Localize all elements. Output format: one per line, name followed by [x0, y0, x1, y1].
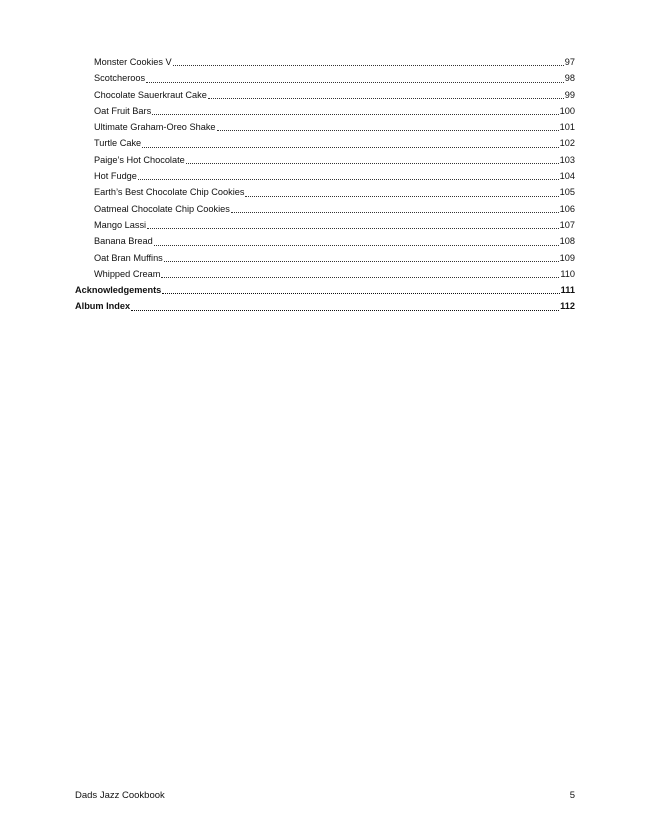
toc-entry-monster-cookies-v[interactable] — [75, 54, 575, 70]
toc-dot-leader — [146, 82, 564, 83]
toc-dot-leader — [131, 310, 559, 311]
toc-entry-page: 105 — [559, 187, 575, 198]
toc-entry-title: Monster Cookies V — [94, 57, 172, 67]
toc-dot-leader — [147, 228, 559, 229]
toc-entry-title: Album Index — [75, 301, 131, 312]
toc-entry-whipped-cream[interactable] — [75, 266, 575, 282]
toc-dot-leader — [186, 163, 559, 164]
toc-entry-title: Hot Fudge — [94, 171, 137, 182]
toc-entry-page: 109 — [559, 252, 575, 263]
toc-entry-page: 99 — [564, 89, 575, 100]
toc-entry-page: 111 — [560, 285, 575, 296]
toc-entry-title: Scotcheroos — [94, 73, 146, 84]
toc-dot-leader — [208, 98, 564, 99]
toc-entry-acknowledgements[interactable] — [75, 282, 575, 298]
toc-entry-page: 110 — [560, 268, 575, 279]
toc-entry-oat-bran-muffins[interactable] — [75, 250, 575, 266]
toc-entry-mango-lassi[interactable] — [75, 217, 575, 233]
toc-entry-title: Chocolate Sauerkraut Cake — [94, 89, 207, 100]
toc-entry-paiges-hot-chocolate[interactable] — [75, 152, 575, 168]
toc-entry-page: 106 — [559, 203, 575, 214]
toc-dot-leader — [162, 293, 559, 294]
toc-entry-title: Acknowledgements — [75, 285, 162, 296]
toc-entry-earths-best-chocolate-chip-cookies[interactable] — [75, 184, 575, 200]
toc-entry-title: Banana Bread — [94, 236, 153, 247]
toc-entry-title: Paige’s Hot Chocolate — [94, 154, 185, 165]
toc-entry-title: Oatmeal Chocolate Chip Cookies — [94, 203, 230, 214]
toc-entry-album-index[interactable] — [75, 298, 575, 314]
page-footer — [75, 789, 575, 803]
toc-entry-scotcheroos[interactable] — [75, 70, 575, 86]
toc-entry-banana-bread[interactable] — [75, 233, 575, 249]
toc-entry-title: Turtle Cake — [94, 138, 142, 149]
toc-entry-oat-fruit-bars[interactable] — [75, 103, 575, 119]
toc-dot-leader — [231, 212, 559, 213]
toc-entry-turtle-cake[interactable] — [75, 135, 575, 151]
toc-dot-leader — [154, 245, 559, 246]
toc-dot-leader — [152, 114, 558, 115]
toc-entry-page: 107 — [559, 219, 575, 230]
toc-entry-page: 97 — [564, 57, 575, 67]
toc-entry-title: Mango Lassi — [94, 219, 147, 230]
toc-entry-page: 98 — [564, 73, 575, 84]
toc-dot-leader — [245, 196, 558, 197]
toc-entry-ultimate-graham-oreo-shake[interactable] — [75, 119, 575, 135]
table-of-contents — [75, 54, 575, 315]
toc-dot-leader — [161, 277, 559, 278]
toc-entry-page: 102 — [559, 138, 575, 149]
toc-entry-page: 100 — [559, 105, 575, 116]
toc-entry-page: 101 — [559, 122, 575, 133]
toc-entry-title: Earth’s Best Chocolate Chip Cookies — [94, 187, 245, 198]
toc-dot-leader — [138, 179, 559, 180]
toc-entry-page: 112 — [560, 301, 575, 312]
toc-entry-page: 103 — [559, 154, 575, 165]
footer-book-title: Dads Jazz Cookbook — [75, 790, 165, 801]
toc-entry-hot-fudge[interactable] — [75, 168, 575, 184]
toc-dot-leader — [217, 130, 559, 131]
toc-dot-leader — [173, 65, 564, 66]
toc-entry-title: Oat Fruit Bars — [94, 105, 152, 116]
footer-page-number: 5 — [569, 790, 575, 801]
toc-entry-page: 104 — [559, 171, 575, 182]
toc-entry-title: Whipped Cream — [94, 268, 161, 279]
toc-entry-chocolate-sauerkraut-cake[interactable] — [75, 87, 575, 103]
toc-entry-title: Oat Bran Muffins — [94, 252, 163, 263]
toc-entry-page: 108 — [559, 236, 575, 247]
toc-entry-title: Ultimate Graham-Oreo Shake — [94, 122, 216, 133]
toc-dot-leader — [164, 261, 559, 262]
toc-dot-leader — [142, 147, 559, 148]
toc-entry-oatmeal-chocolate-chip-cookies[interactable] — [75, 201, 575, 217]
